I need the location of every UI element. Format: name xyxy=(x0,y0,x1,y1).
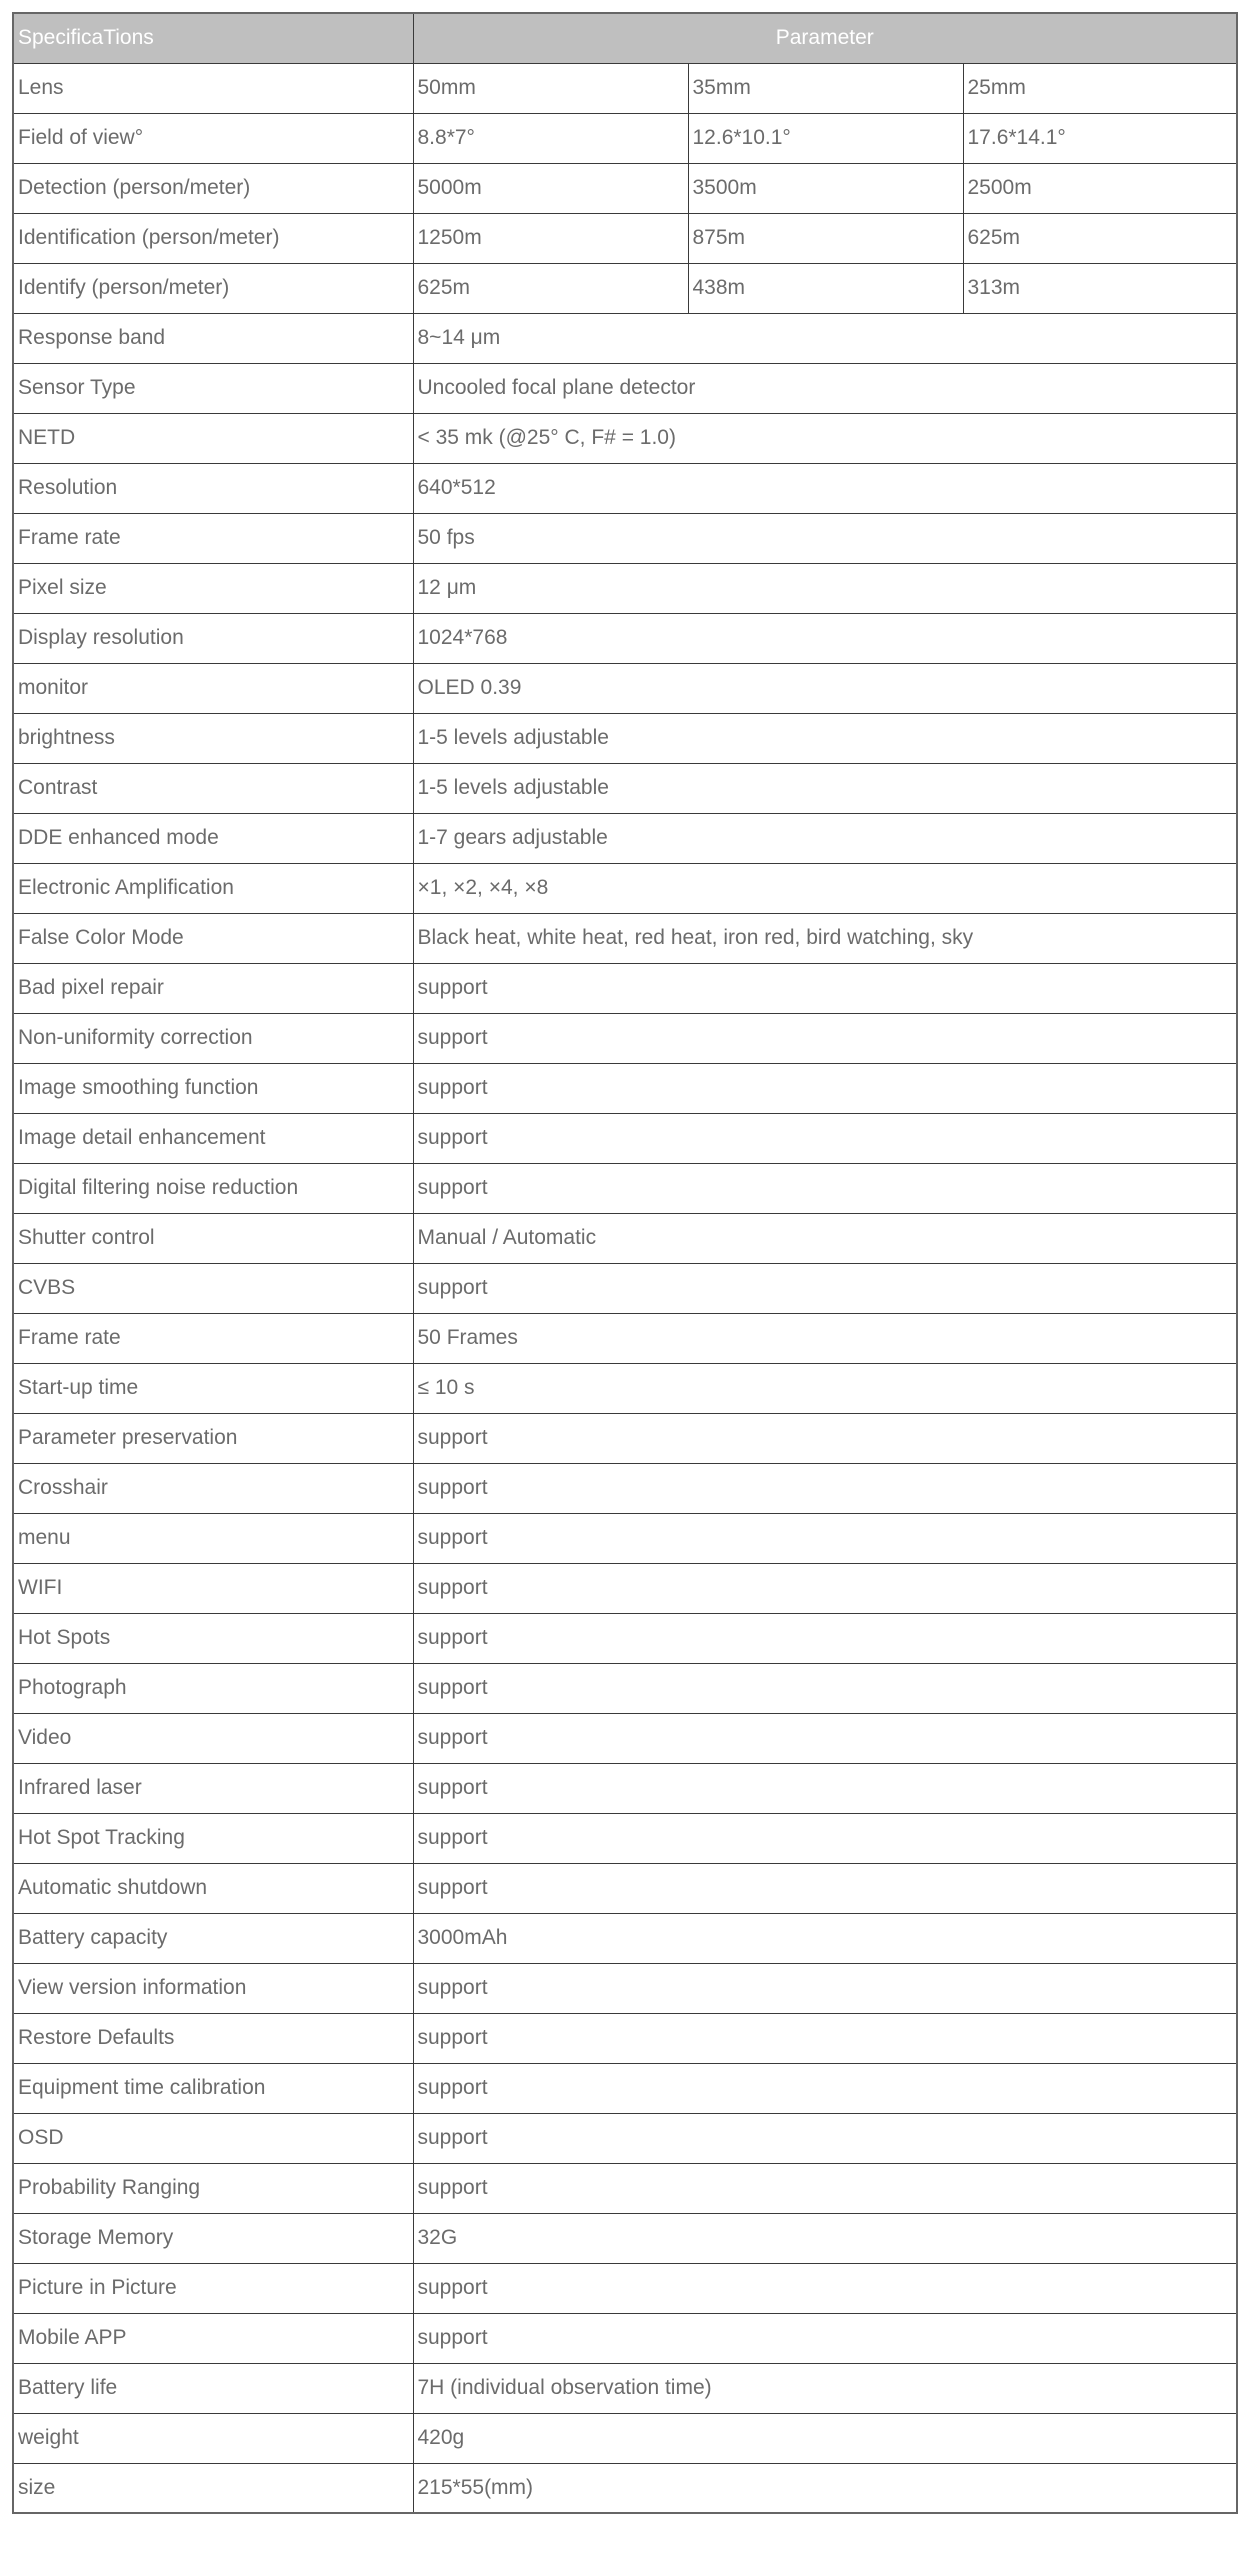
row-value: support xyxy=(413,2013,1237,2063)
table-row xyxy=(13,113,1237,163)
row-label: Identify (person/meter) xyxy=(13,263,413,313)
row-value: support xyxy=(413,2113,1237,2163)
table-row xyxy=(13,63,1237,113)
row-label: Field of view° xyxy=(13,113,413,163)
row-label: NETD xyxy=(13,413,413,463)
table-row xyxy=(13,563,1237,613)
row-value: support xyxy=(413,1863,1237,1913)
table-row xyxy=(13,1213,1237,1263)
row-value: Black heat, white heat, red heat, iron red, bird watching, sky xyxy=(413,913,1237,963)
table-row xyxy=(13,813,1237,863)
row-label: View version information xyxy=(13,1963,413,2013)
table-row xyxy=(13,963,1237,1013)
row-label: Frame rate xyxy=(13,513,413,563)
table-row xyxy=(13,1313,1237,1363)
table-row xyxy=(13,1713,1237,1763)
row-value: 640*512 xyxy=(413,463,1237,513)
row-value: support xyxy=(413,1113,1237,1163)
table-row xyxy=(13,2163,1237,2213)
table-row xyxy=(13,763,1237,813)
table-row xyxy=(13,1863,1237,1913)
row-value: support xyxy=(413,1063,1237,1113)
row-value: < 35 mk (@25° C, F# = 1.0) xyxy=(413,413,1237,463)
row-label: Crosshair xyxy=(13,1463,413,1513)
row-label: Parameter preservation xyxy=(13,1413,413,1463)
table-row xyxy=(13,613,1237,663)
table-row xyxy=(13,1013,1237,1063)
table-row xyxy=(13,2463,1237,2513)
row-value: support xyxy=(413,1713,1237,1763)
table-row xyxy=(13,1363,1237,1413)
row-value: 1024*768 xyxy=(413,613,1237,663)
row-value-lens-2: 3500m xyxy=(688,163,963,213)
row-label: Response band xyxy=(13,313,413,363)
row-value-lens-2: 12.6*10.1° xyxy=(688,113,963,163)
row-label: Restore Defaults xyxy=(13,2013,413,2063)
row-value: support xyxy=(413,1613,1237,1663)
row-value-lens-3: 313m xyxy=(963,263,1237,313)
row-value-lens-2: 438m xyxy=(688,263,963,313)
row-label: brightness xyxy=(13,713,413,763)
table-row xyxy=(13,1613,1237,1663)
row-value-lens-2: 35mm xyxy=(688,63,963,113)
row-label: Picture in Picture xyxy=(13,2263,413,2313)
row-value: 7H (individual observation time) xyxy=(413,2363,1237,2413)
row-value: 215*55(mm) xyxy=(413,2463,1237,2513)
row-label: Battery capacity xyxy=(13,1913,413,1963)
row-value: 420g xyxy=(413,2413,1237,2463)
table-row xyxy=(13,1113,1237,1163)
header-specifications: SpecificaTions xyxy=(13,13,413,63)
spec-table-body xyxy=(13,63,1237,2513)
row-label: Infrared laser xyxy=(13,1763,413,1813)
row-value: 50 fps xyxy=(413,513,1237,563)
row-label: WIFI xyxy=(13,1563,413,1613)
row-value: support xyxy=(413,1663,1237,1713)
table-row xyxy=(13,463,1237,513)
row-label: False Color Mode xyxy=(13,913,413,963)
row-label: Hot Spots xyxy=(13,1613,413,1663)
table-row xyxy=(13,2063,1237,2113)
row-label: Video xyxy=(13,1713,413,1763)
row-value: 1-7 gears adjustable xyxy=(413,813,1237,863)
row-value: Manual / Automatic xyxy=(413,1213,1237,1263)
row-label: Sensor Type xyxy=(13,363,413,413)
row-label: OSD xyxy=(13,2113,413,2163)
row-value-lens-3: 17.6*14.1° xyxy=(963,113,1237,163)
table-row xyxy=(13,313,1237,363)
row-value: support xyxy=(413,1963,1237,2013)
row-label: Photograph xyxy=(13,1663,413,1713)
table-row xyxy=(13,1163,1237,1213)
spec-table xyxy=(12,12,1238,2514)
row-label: Pixel size xyxy=(13,563,413,613)
row-value: support xyxy=(413,1563,1237,1613)
row-label: Display resolution xyxy=(13,613,413,663)
row-label: Image detail enhancement xyxy=(13,1113,413,1163)
table-row xyxy=(13,913,1237,963)
table-row xyxy=(13,1413,1237,1463)
row-label: Storage Memory xyxy=(13,2213,413,2263)
row-value-lens-3: 25mm xyxy=(963,63,1237,113)
row-value-lens-1: 50mm xyxy=(413,63,688,113)
row-value: support xyxy=(413,1263,1237,1313)
spec-sheet xyxy=(12,12,1236,2514)
row-label: Digital filtering noise reduction xyxy=(13,1163,413,1213)
row-label: Contrast xyxy=(13,763,413,813)
row-label: Image smoothing function xyxy=(13,1063,413,1113)
header-row xyxy=(13,13,1237,63)
row-value: OLED 0.39 xyxy=(413,663,1237,713)
row-value: 3000mAh xyxy=(413,1913,1237,1963)
row-value: 1-5 levels adjustable xyxy=(413,763,1237,813)
row-value-lens-3: 625m xyxy=(963,213,1237,263)
row-label: Hot Spot Tracking xyxy=(13,1813,413,1863)
row-label: Non-uniformity correction xyxy=(13,1013,413,1063)
table-row xyxy=(13,863,1237,913)
table-row xyxy=(13,2213,1237,2263)
row-label: DDE enhanced mode xyxy=(13,813,413,863)
row-label: Start-up time xyxy=(13,1363,413,1413)
row-label: Automatic shutdown xyxy=(13,1863,413,1913)
row-value-lens-3: 2500m xyxy=(963,163,1237,213)
table-row xyxy=(13,663,1237,713)
row-value: Uncooled focal plane detector xyxy=(413,363,1237,413)
row-value: support xyxy=(413,2263,1237,2313)
row-label: Detection (person/meter) xyxy=(13,163,413,213)
row-label: Electronic Amplification xyxy=(13,863,413,913)
header-parameter: Parameter xyxy=(413,13,1237,63)
row-value: 1-5 levels adjustable xyxy=(413,713,1237,763)
row-value: support xyxy=(413,2163,1237,2213)
row-value: support xyxy=(413,1413,1237,1463)
row-value-lens-1: 8.8*7° xyxy=(413,113,688,163)
row-label: Lens xyxy=(13,63,413,113)
table-row xyxy=(13,363,1237,413)
table-row xyxy=(13,1763,1237,1813)
table-row xyxy=(13,2113,1237,2163)
table-row xyxy=(13,1663,1237,1713)
row-label: Frame rate xyxy=(13,1313,413,1363)
table-row xyxy=(13,1463,1237,1513)
row-value: ≤ 10 s xyxy=(413,1363,1237,1413)
table-row xyxy=(13,2313,1237,2363)
row-value: 32G xyxy=(413,2213,1237,2263)
table-row xyxy=(13,1813,1237,1863)
row-label: size xyxy=(13,2463,413,2513)
row-value-lens-2: 875m xyxy=(688,213,963,263)
table-row xyxy=(13,1963,1237,2013)
row-label: Battery life xyxy=(13,2363,413,2413)
row-label: weight xyxy=(13,2413,413,2463)
row-label: Shutter control xyxy=(13,1213,413,1263)
row-value: support xyxy=(413,1463,1237,1513)
row-value: support xyxy=(413,1013,1237,1063)
table-row xyxy=(13,2363,1237,2413)
row-label: Resolution xyxy=(13,463,413,513)
table-row xyxy=(13,163,1237,213)
row-value: support xyxy=(413,2063,1237,2113)
row-label: menu xyxy=(13,1513,413,1563)
row-value: ×1, ×2, ×4, ×8 xyxy=(413,863,1237,913)
table-row xyxy=(13,1563,1237,1613)
table-row xyxy=(13,1263,1237,1313)
table-row xyxy=(13,263,1237,313)
row-label: CVBS xyxy=(13,1263,413,1313)
row-label: monitor xyxy=(13,663,413,713)
row-value: 8~14 μm xyxy=(413,313,1237,363)
table-row xyxy=(13,513,1237,563)
table-row xyxy=(13,2263,1237,2313)
table-row xyxy=(13,213,1237,263)
table-row xyxy=(13,2013,1237,2063)
row-value: support xyxy=(413,1163,1237,1213)
row-label: Bad pixel repair xyxy=(13,963,413,1013)
table-row xyxy=(13,1513,1237,1563)
row-label: Equipment time calibration xyxy=(13,2063,413,2113)
row-value: support xyxy=(413,1513,1237,1563)
row-label: Identification (person/meter) xyxy=(13,213,413,263)
table-row xyxy=(13,413,1237,463)
table-row xyxy=(13,1913,1237,1963)
row-value-lens-1: 1250m xyxy=(413,213,688,263)
table-row xyxy=(13,713,1237,763)
row-value: support xyxy=(413,1813,1237,1863)
table-row xyxy=(13,2413,1237,2463)
row-value: 12 μm xyxy=(413,563,1237,613)
table-row xyxy=(13,1063,1237,1113)
row-value-lens-1: 625m xyxy=(413,263,688,313)
row-value: support xyxy=(413,1763,1237,1813)
row-value-lens-1: 5000m xyxy=(413,163,688,213)
row-label: Probability Ranging xyxy=(13,2163,413,2213)
row-label: Mobile APP xyxy=(13,2313,413,2363)
row-value: 50 Frames xyxy=(413,1313,1237,1363)
row-value: support xyxy=(413,2313,1237,2363)
row-value: support xyxy=(413,963,1237,1013)
